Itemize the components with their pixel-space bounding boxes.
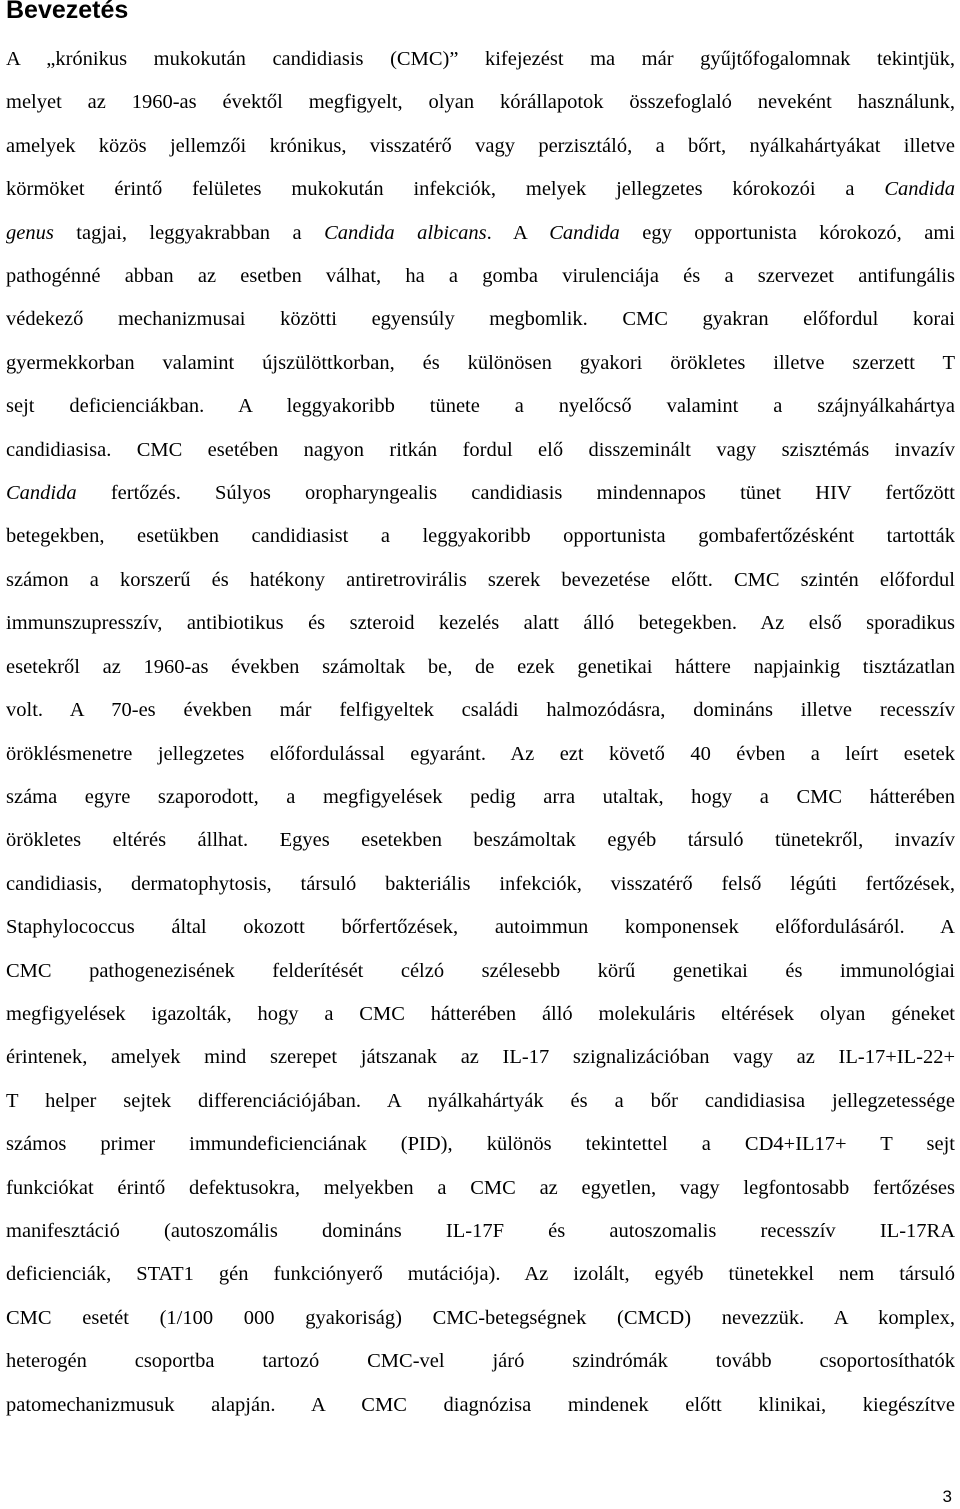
text-line [6, 212, 955, 255]
text-line [6, 1253, 955, 1296]
text-segment: örökletes eltérés állhat. Egyes esetekben beszámoltak egyéb társuló tünetekről, invazív [6, 829, 955, 852]
text-segment: patomechanizmusuk alapján. A CMC diagnózisa mindenek előtt klinikai, kiegészítve [6, 1393, 955, 1416]
text-segment: manifesztáció (autoszomális domináns IL-17F és autoszomalis recesszív IL-17RA [6, 1219, 955, 1242]
text-line [6, 1123, 955, 1166]
text-line [6, 125, 955, 168]
body-paragraph [6, 38, 955, 1427]
text-segment: körmöket érintő felületes mukokután infekciók, melyek jellegzetes kórokozói a [6, 178, 885, 201]
text-line [6, 993, 955, 1036]
text-segment: CMC esetét (1/100 000 gyakoriság) CMC-betegségnek (CMCD) nevezzük. A komplex, [6, 1306, 955, 1329]
text-segment: esetekről az 1960-as években számoltak be, de ezek genetikai háttere napjainkig tisztázatlan [6, 655, 955, 678]
text-segment: sejt deficienciákban. A leggyakoribb tünete a nyelőcső valamint a szájnyálkahártya [6, 395, 955, 418]
text-segment: megfigyelések igazolták, hogy a CMC hátterében álló molekuláris eltérések olyan géneket [6, 1002, 955, 1025]
text-line [6, 342, 955, 385]
text-line [6, 38, 955, 81]
text-segment: száma egyre szaporodott, a megfigyelések pedig arra utaltak, hogy a CMC hátterében [6, 785, 955, 808]
text-line [6, 733, 955, 776]
text-segment: gyermekkorban valamint újszülöttkorban, és különösen gyakori örökletes illetve szerzett T [6, 351, 955, 374]
text-line [6, 646, 955, 689]
text-line [6, 1167, 955, 1210]
text-line [6, 559, 955, 602]
text-segment: öröklésmenetre jellegzetes előfordulással egyaránt. Az ezt követő 40 évben a leírt esetek [6, 742, 955, 765]
text-line [6, 1210, 955, 1253]
text-segment: immunszupresszív, antibiotikus és szteroid kezelés alatt álló betegekben. Az első sporadikus [6, 612, 955, 635]
text-segment: pathogénné abban az esetben válhat, ha a gomba virulenciája és a szervezet antifungális [6, 265, 955, 288]
text-segment: Staphylococcus által okozott bőrfertőzések, autoimmun komponensek előfordulásáról. A [6, 916, 955, 939]
text-line [6, 906, 955, 949]
text-segment: T helper sejtek differenciációjában. A nyálkahártyák és a bőr candidiasisa jellegzetessége [6, 1089, 955, 1112]
text-line [6, 168, 955, 211]
page-number: 3 [942, 1487, 952, 1506]
text-line [6, 863, 955, 906]
text-line [6, 1384, 955, 1427]
text-line [6, 429, 955, 472]
text-segment: számos primer immundeficienciának (PID), különös tekintettel a CD4+IL17+ T sejt [6, 1133, 955, 1156]
italic-text: Candida albicans [324, 221, 487, 244]
text-line [6, 515, 955, 558]
text-line [6, 1340, 955, 1383]
text-segment: funkciókat érintő defektusokra, melyekben a CMC az egyetlen, vagy legfontosabb fertőzéses [6, 1176, 955, 1199]
text-line [6, 255, 955, 298]
text-line [6, 776, 955, 819]
text-line [6, 689, 955, 732]
text-segment: egy opportunista kórokozó, ami [619, 221, 955, 244]
italic-text: Candida [884, 178, 955, 201]
text-line [6, 602, 955, 645]
italic-text: Candida [549, 221, 620, 244]
text-segment: amelyek közös jellemzői krónikus, visszatérő vagy perzisztáló, a bőrt, nyálkahártyákat illetve [6, 134, 955, 157]
text-segment: candidiasis, dermatophytosis, társuló bakteriális infekciók, visszatérő felső légúti fertőzések, [6, 872, 955, 895]
text-segment: tagjai, leggyakrabban a [53, 221, 325, 244]
text-segment: deficienciák, STAT1 gén funkciónyerő mutációja). Az izolált, egyéb tünetekkel nem társuló [6, 1263, 955, 1286]
text-segment: CMC pathogenezisének felderítését célzó szélesebb körű genetikai és immunológiai [6, 959, 955, 982]
text-line [6, 1080, 955, 1123]
italic-text: Candida [6, 482, 77, 505]
text-line [6, 298, 955, 341]
text-line [6, 1036, 955, 1079]
text-segment: számon a korszerű és hatékony antiretrovirális szerek bevezetése előtt. CMC szintén előfordul [6, 568, 955, 591]
text-line [6, 819, 955, 862]
text-line [6, 472, 955, 515]
text-segment: candidiasisa. CMC esetében nagyon ritkán fordul elő disszeminált vagy szisztémás invazív [6, 438, 955, 461]
text-line [6, 81, 955, 124]
text-line [6, 1297, 955, 1340]
text-segment: volt. A 70-es években már felfigyeltek családi halmozódásra, domináns illetve recesszív [6, 699, 955, 722]
text-line [6, 385, 955, 428]
italic-text: genus [6, 221, 54, 244]
text-segment: betegekben, esetükben candidiasist a leggyakoribb opportunista gombafertőzésként tartották [6, 525, 955, 548]
text-segment: érintenek, amelyek mind szerepet játszanak az IL-17 szignalizációban vagy az IL-17+IL-22+ [6, 1046, 955, 1069]
text-segment: heterogén csoportba tartozó CMC-vel járó szindrómák tovább csoportosíthatók [6, 1350, 955, 1373]
text-line [6, 950, 955, 993]
section-heading: Bevezetés [6, 0, 129, 24]
text-segment: . A [486, 221, 550, 244]
text-segment: melyet az 1960-as évektől megfigyelt, olyan kórállapotok összefoglaló neveként használunk, [6, 91, 955, 114]
text-segment: védekező mechanizmusai közötti egyensúly megbomlik. CMC gyakran előfordul korai [6, 308, 955, 331]
text-segment: fertőzés. Súlyos oropharyngealis candidiasis mindennapos tünet HIV fertőzött [76, 482, 955, 505]
text-segment: A „krónikus mukokután candidiasis (CMC)” kifejezést ma már gyűjtőfogalomnak tekintjük, [6, 48, 955, 70]
